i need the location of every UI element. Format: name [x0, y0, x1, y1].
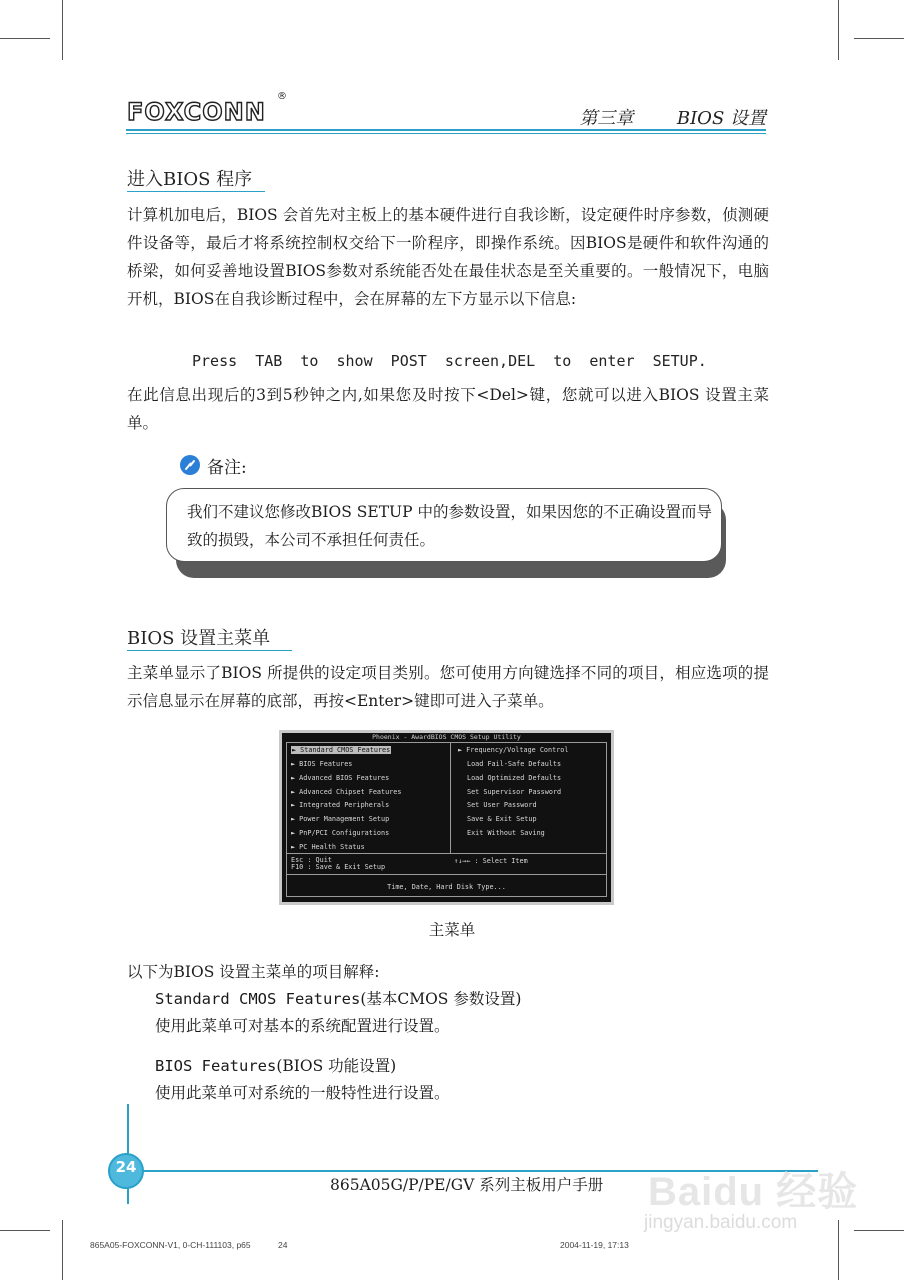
crop-mark — [0, 1230, 50, 1231]
crop-mark — [62, 1220, 63, 1280]
item-title — [155, 1053, 396, 1079]
item-title — [155, 986, 521, 1012]
bios-menu-item: Set Supervisor Password — [467, 788, 562, 796]
bios-help-text: F10 : Save & Exit Setup — [291, 863, 386, 871]
chapter-number: 第三章 — [579, 108, 634, 129]
print-page-info: 24 — [278, 1240, 288, 1250]
section-underline — [127, 191, 265, 192]
bios-menu-item: ► Advanced BIOS Features — [291, 774, 390, 782]
section-underline — [127, 650, 292, 651]
figure-caption: 主菜单 — [428, 921, 476, 939]
chapter-title: BIOS 设置 — [676, 108, 766, 129]
item-title-chinese: (基本CMOS 参数设置) — [360, 990, 522, 1008]
note-icon — [180, 455, 200, 475]
boot-message: Press TAB to show POST screen,DEL to enter SETUP. — [192, 352, 707, 370]
bios-help-text: Esc : Quit — [291, 856, 332, 864]
brand-logo — [127, 91, 287, 127]
print-file-info: 865A05-FOXCONN-V1, 0-CH-111103, p65 — [90, 1240, 251, 1250]
crop-mark — [838, 1220, 839, 1280]
bios-divider — [286, 874, 607, 875]
del-key-paragraph: 在此信息出现后的3到5秒钟之内,如果您及时按下<Del>键，您就可以进入BIOS 设置主菜单。 — [127, 386, 769, 432]
bios-menu-item: ► Frequency/Voltage Control — [458, 746, 569, 754]
watermark-url: jingyan.baidu.com — [644, 1212, 798, 1233]
main-menu-paragraph: 主菜单显示了BIOS 所提供的设定项目类别。您可使用方向键选择不同的项目，相应选项的提示信息显示在屏幕的底部，再按<Enter>键即可进入子菜单。 — [127, 664, 769, 710]
bios-menu-item: Exit Without Saving — [467, 829, 545, 837]
header-rule — [126, 129, 766, 131]
intro-paragraph: 计算机加电后，BIOS 会首先对主板上的基本硬件进行自我诊断，设定硬件时序参数，侦测硬件设备等，最后才将系统控制权交给下一阶程序，即操作系统。因BIOS是硬件和软件沟通的桥梁，如何妥善地设置BIOS参数对系统能否处在最佳状态是至关重要的。一般情况下，电脑开机，BIOS在自我诊断过程中，会在屏幕的左下方显示以下信息: — [127, 206, 769, 308]
bios-help-text: ↑↓→← : Select Item — [454, 857, 528, 865]
bios-menu-item: ► Integrated Peripherals — [291, 801, 390, 809]
crop-mark — [0, 38, 50, 39]
bios-menu-item: Load Fail-Safe Defaults — [467, 760, 562, 768]
manual-title: 865A05G/P/PE/GV 系列主板用户手册 — [330, 1176, 604, 1194]
bios-menu-item: ► PnP/PCI Configurations — [291, 829, 390, 837]
header-rule-thin — [126, 133, 766, 134]
item-description: 使用此菜单可对系统的一般特性进行设置。 — [155, 1084, 450, 1102]
bios-menu-item: Set User Password — [467, 801, 537, 809]
logo-text: FOXCONN — [127, 98, 266, 126]
bios-menu-item: Save & Exit Setup — [467, 815, 537, 823]
bios-menu-item: ► Advanced Chipset Features — [291, 788, 402, 796]
bios-menu-item: ► BIOS Features — [291, 760, 353, 768]
crop-mark — [854, 1230, 904, 1231]
crop-mark — [62, 0, 63, 60]
note-label: 备注: — [207, 458, 247, 478]
item-title-english: BIOS Features — [155, 1057, 277, 1075]
bios-screenshot — [279, 730, 614, 905]
bios-status-line: Time, Date, Hard Disk Type... — [387, 883, 506, 891]
bios-menu-item-selected: ► Standard CMOS Features — [292, 746, 391, 754]
page-number: 24 — [115, 1158, 137, 1176]
section-title-enter-bios: 进入BIOS 程序 — [127, 169, 253, 190]
bios-menu-item: ► Power Management Setup — [291, 815, 390, 823]
print-date-info: 2004-11-19, 17:13 — [560, 1240, 629, 1250]
chapter-heading — [579, 104, 766, 130]
item-description: 使用此菜单可对基本的系统配置进行设置。 — [155, 1017, 450, 1035]
items-intro: 以下为BIOS 设置主菜单的项目解释: — [127, 963, 380, 981]
crop-mark — [838, 0, 839, 60]
crop-mark — [854, 38, 904, 39]
watermark-logo: Baidu 经验 — [648, 1170, 859, 1214]
section-title-main-menu: BIOS 设置主菜单 — [127, 628, 271, 649]
registered-mark: ® — [277, 91, 287, 102]
bios-divider — [450, 742, 451, 853]
bios-menu-item: ► PC Health Status — [291, 843, 365, 851]
bios-divider — [286, 853, 607, 854]
item-title-chinese: (BIOS 功能设置) — [276, 1057, 397, 1075]
item-title-english: Standard CMOS Features — [155, 990, 361, 1008]
note-text: 我们不建议您修改BIOS SETUP 中的参数设置，如果因您的不正确设置而导致的损毁，本公司不承担任何责任。 — [187, 503, 712, 549]
bios-menu-item: Load Optimized Defaults — [467, 774, 562, 782]
bios-title: Phoenix - AwardBIOS CMOS Setup Utility — [372, 733, 521, 741]
